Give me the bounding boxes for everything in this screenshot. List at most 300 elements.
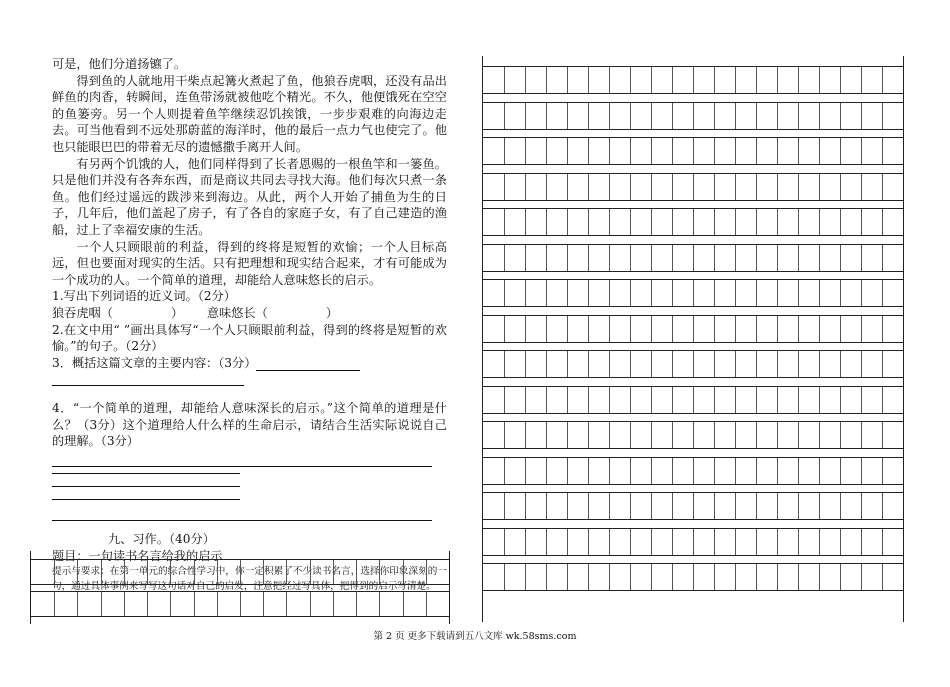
grid-cell[interactable]: [546, 280, 547, 306]
grid-cell[interactable]: [504, 103, 505, 129]
grid-cell[interactable]: [672, 422, 673, 448]
grid-cell[interactable]: [714, 280, 715, 306]
grid-cell[interactable]: [588, 138, 589, 164]
grid-cell[interactable]: [756, 245, 757, 271]
grid-cell[interactable]: [819, 422, 820, 448]
grid-cell[interactable]: [567, 422, 568, 448]
grid-cell[interactable]: [693, 564, 694, 590]
grid-cell[interactable]: [672, 387, 673, 413]
grid-cell[interactable]: [861, 316, 862, 342]
grid-cell[interactable]: [735, 493, 736, 519]
grid-cell[interactable]: [609, 245, 610, 271]
grid-cell[interactable]: [651, 280, 652, 306]
grid-cell[interactable]: [672, 564, 673, 590]
grid-cell[interactable]: [609, 209, 610, 235]
grid-cell[interactable]: [735, 458, 736, 484]
grid-cell[interactable]: [861, 458, 862, 484]
grid-cell[interactable]: [693, 245, 694, 271]
grid-cell[interactable]: [714, 209, 715, 235]
grid-cell[interactable]: [840, 564, 841, 590]
grid-cell[interactable]: [525, 387, 526, 413]
grid-cell[interactable]: [819, 209, 820, 235]
grid-cell[interactable]: [714, 564, 715, 590]
grid-cell[interactable]: [882, 351, 883, 377]
grid-cell[interactable]: [426, 592, 427, 616]
grid-cell[interactable]: [525, 351, 526, 377]
grid-cell[interactable]: [379, 560, 380, 584]
grid-cell[interactable]: [798, 245, 799, 271]
grid-cell[interactable]: [525, 245, 526, 271]
grid-cell[interactable]: [798, 174, 799, 200]
grid-cell[interactable]: [735, 103, 736, 129]
grid-cell[interactable]: [546, 564, 547, 590]
grid-cell[interactable]: [525, 174, 526, 200]
grid-cell[interactable]: [735, 422, 736, 448]
grid-cell[interactable]: [194, 592, 195, 616]
grid-cell[interactable]: [504, 138, 505, 164]
grid-cell[interactable]: [756, 529, 757, 555]
grid-cell[interactable]: [819, 280, 820, 306]
grid-cell[interactable]: [567, 351, 568, 377]
grid-cell[interactable]: [777, 564, 778, 590]
grid-cell[interactable]: [777, 529, 778, 555]
grid-cell[interactable]: [333, 592, 334, 616]
grid-cell[interactable]: [798, 529, 799, 555]
grid-cell[interactable]: [777, 209, 778, 235]
grid-cell[interactable]: [777, 174, 778, 200]
grid-cell[interactable]: [651, 458, 652, 484]
grid-cell[interactable]: [504, 174, 505, 200]
grid-cell[interactable]: [310, 592, 311, 616]
grid-cell[interactable]: [504, 564, 505, 590]
grid-cell[interactable]: [861, 422, 862, 448]
grid-cell[interactable]: [147, 592, 148, 616]
grid-cell[interactable]: [54, 560, 55, 584]
grid-cell[interactable]: [651, 422, 652, 448]
grid-cell[interactable]: [777, 422, 778, 448]
grid-cell[interactable]: [630, 387, 631, 413]
grid-cell[interactable]: [588, 174, 589, 200]
grid-cell[interactable]: [882, 245, 883, 271]
grid-cell[interactable]: [714, 422, 715, 448]
grid-cell[interactable]: [882, 138, 883, 164]
grid-cell[interactable]: [756, 67, 757, 93]
grid-cell[interactable]: [756, 316, 757, 342]
grid-cell[interactable]: [170, 560, 171, 584]
grid-cell[interactable]: [504, 493, 505, 519]
grid-cell[interactable]: [77, 560, 78, 584]
writing-grid-right[interactable]: [482, 56, 904, 622]
grid-cell[interactable]: [735, 529, 736, 555]
grid-cell[interactable]: [798, 387, 799, 413]
grid-cell[interactable]: [217, 592, 218, 616]
grid-cell[interactable]: [735, 174, 736, 200]
grid-cell[interactable]: [882, 493, 883, 519]
grid-cell[interactable]: [588, 316, 589, 342]
grid-cell[interactable]: [714, 67, 715, 93]
grid-cell[interactable]: [735, 280, 736, 306]
grid-cell[interactable]: [546, 209, 547, 235]
grid-cell[interactable]: [525, 316, 526, 342]
grid-cell[interactable]: [101, 560, 102, 584]
grid-cell[interactable]: [630, 422, 631, 448]
grid-cell[interactable]: [714, 174, 715, 200]
grid-cell[interactable]: [777, 387, 778, 413]
grid-cell[interactable]: [777, 351, 778, 377]
grid-cell[interactable]: [882, 422, 883, 448]
grid-cell[interactable]: [693, 209, 694, 235]
grid-cell[interactable]: [693, 458, 694, 484]
grid-cell[interactable]: [286, 592, 287, 616]
grid-cell[interactable]: [546, 67, 547, 93]
grid-cell[interactable]: [651, 316, 652, 342]
grid-cell[interactable]: [609, 387, 610, 413]
grid-cell[interactable]: [735, 67, 736, 93]
grid-cell[interactable]: [819, 564, 820, 590]
grid-cell[interactable]: [588, 67, 589, 93]
grid-cell[interactable]: [194, 560, 195, 584]
grid-cell[interactable]: [546, 529, 547, 555]
grid-cell[interactable]: [798, 209, 799, 235]
grid-cell[interactable]: [588, 280, 589, 306]
grid-cell[interactable]: [403, 592, 404, 616]
grid-cell[interactable]: [630, 280, 631, 306]
grid-cell[interactable]: [840, 351, 841, 377]
grid-cell[interactable]: [693, 280, 694, 306]
grid-cell[interactable]: [693, 67, 694, 93]
grid-cell[interactable]: [588, 458, 589, 484]
grid-cell[interactable]: [672, 493, 673, 519]
grid-cell[interactable]: [819, 174, 820, 200]
grid-cell[interactable]: [819, 351, 820, 377]
grid-cell[interactable]: [672, 209, 673, 235]
grid-cell[interactable]: [672, 138, 673, 164]
grid-cell[interactable]: [672, 103, 673, 129]
grid-cell[interactable]: [609, 422, 610, 448]
grid-cell[interactable]: [882, 387, 883, 413]
grid-cell[interactable]: [714, 245, 715, 271]
grid-cell[interactable]: [525, 422, 526, 448]
grid-cell[interactable]: [525, 564, 526, 590]
grid-cell[interactable]: [147, 560, 148, 584]
grid-cell[interactable]: [504, 422, 505, 448]
grid-cell[interactable]: [240, 592, 241, 616]
grid-cell[interactable]: [651, 493, 652, 519]
grid-cell[interactable]: [77, 592, 78, 616]
grid-cell[interactable]: [504, 529, 505, 555]
grid-cell[interactable]: [651, 564, 652, 590]
grid-cell[interactable]: [567, 529, 568, 555]
grid-cell[interactable]: [735, 245, 736, 271]
grid-cell[interactable]: [609, 174, 610, 200]
grid-cell[interactable]: [504, 316, 505, 342]
grid-cell[interactable]: [777, 280, 778, 306]
grid-cell[interactable]: [403, 560, 404, 584]
grid-cell[interactable]: [672, 174, 673, 200]
grid-cell[interactable]: [861, 387, 862, 413]
grid-cell[interactable]: [546, 103, 547, 129]
grid-cell[interactable]: [630, 458, 631, 484]
grid-cell[interactable]: [101, 592, 102, 616]
answer-line-q3[interactable]: [256, 358, 360, 371]
grid-cell[interactable]: [756, 138, 757, 164]
grid-cell[interactable]: [263, 592, 264, 616]
grid-cell[interactable]: [819, 67, 820, 93]
grid-cell[interactable]: [546, 493, 547, 519]
grid-cell[interactable]: [630, 209, 631, 235]
grid-cell[interactable]: [819, 387, 820, 413]
grid-cell[interactable]: [777, 245, 778, 271]
grid-cell[interactable]: [240, 560, 241, 584]
grid-cell[interactable]: [735, 351, 736, 377]
grid-cell[interactable]: [588, 387, 589, 413]
grid-cell[interactable]: [504, 351, 505, 377]
grid-cell[interactable]: [525, 280, 526, 306]
grid-cell[interactable]: [651, 67, 652, 93]
grid-cell[interactable]: [651, 138, 652, 164]
grid-cell[interactable]: [777, 67, 778, 93]
grid-cell[interactable]: [609, 564, 610, 590]
grid-cell[interactable]: [567, 316, 568, 342]
grid-cell[interactable]: [840, 174, 841, 200]
grid-cell[interactable]: [798, 316, 799, 342]
grid-cell[interactable]: [756, 458, 757, 484]
grid-cell[interactable]: [630, 529, 631, 555]
grid-cell[interactable]: [525, 529, 526, 555]
grid-cell[interactable]: [714, 493, 715, 519]
grid-cell[interactable]: [819, 529, 820, 555]
grid-cell[interactable]: [840, 67, 841, 93]
grid-cell[interactable]: [756, 280, 757, 306]
grid-cell[interactable]: [861, 351, 862, 377]
grid-cell[interactable]: [546, 174, 547, 200]
grid-cell[interactable]: [630, 493, 631, 519]
grid-cell[interactable]: [714, 316, 715, 342]
grid-cell[interactable]: [777, 103, 778, 129]
grid-cell[interactable]: [819, 458, 820, 484]
grid-cell[interactable]: [756, 422, 757, 448]
grid-cell[interactable]: [798, 458, 799, 484]
grid-cell[interactable]: [546, 458, 547, 484]
grid-cell[interactable]: [693, 174, 694, 200]
grid-cell[interactable]: [310, 560, 311, 584]
grid-cell[interactable]: [861, 280, 862, 306]
grid-cell[interactable]: [840, 422, 841, 448]
grid-cell[interactable]: [630, 245, 631, 271]
grid-cell[interactable]: [504, 280, 505, 306]
grid-cell[interactable]: [672, 529, 673, 555]
grid-cell[interactable]: [693, 493, 694, 519]
grid-cell[interactable]: [609, 138, 610, 164]
grid-cell[interactable]: [504, 245, 505, 271]
grid-cell[interactable]: [588, 493, 589, 519]
grid-cell[interactable]: [882, 529, 883, 555]
grid-cell[interactable]: [651, 351, 652, 377]
grid-cell[interactable]: [840, 529, 841, 555]
grid-cell[interactable]: [693, 138, 694, 164]
grid-cell[interactable]: [735, 209, 736, 235]
grid-cell[interactable]: [756, 351, 757, 377]
grid-cell[interactable]: [882, 174, 883, 200]
grid-cell[interactable]: [609, 351, 610, 377]
grid-cell[interactable]: [54, 592, 55, 616]
grid-cell[interactable]: [567, 67, 568, 93]
grid-cell[interactable]: [525, 103, 526, 129]
grid-cell[interactable]: [567, 564, 568, 590]
grid-cell[interactable]: [882, 209, 883, 235]
grid-cell[interactable]: [567, 458, 568, 484]
grid-cell[interactable]: [588, 564, 589, 590]
grid-cell[interactable]: [714, 529, 715, 555]
grid-cell[interactable]: [525, 209, 526, 235]
grid-cell[interactable]: [525, 138, 526, 164]
grid-cell[interactable]: [798, 564, 799, 590]
grid-cell[interactable]: [861, 103, 862, 129]
grid-cell[interactable]: [124, 592, 125, 616]
grid-cell[interactable]: [567, 280, 568, 306]
grid-cell[interactable]: [651, 387, 652, 413]
grid-cell[interactable]: [630, 564, 631, 590]
grid-cell[interactable]: [882, 67, 883, 93]
grid-cell[interactable]: [546, 422, 547, 448]
grid-cell[interactable]: [882, 103, 883, 129]
grid-cell[interactable]: [756, 387, 757, 413]
grid-cell[interactable]: [588, 209, 589, 235]
grid-cell[interactable]: [819, 103, 820, 129]
grid-cell[interactable]: [882, 316, 883, 342]
grid-cell[interactable]: [170, 592, 171, 616]
grid-cell[interactable]: [798, 422, 799, 448]
grid-cell[interactable]: [777, 493, 778, 519]
grid-cell[interactable]: [672, 280, 673, 306]
grid-cell[interactable]: [756, 174, 757, 200]
grid-cell[interactable]: [798, 138, 799, 164]
grid-cell[interactable]: [651, 103, 652, 129]
grid-cell[interactable]: [672, 351, 673, 377]
grid-cell[interactable]: [840, 103, 841, 129]
grid-cell[interactable]: [882, 280, 883, 306]
grid-cell[interactable]: [651, 529, 652, 555]
grid-cell[interactable]: [861, 493, 862, 519]
grid-cell[interactable]: [756, 493, 757, 519]
grid-cell[interactable]: [630, 316, 631, 342]
grid-cell[interactable]: [651, 209, 652, 235]
grid-cell[interactable]: [756, 103, 757, 129]
grid-cell[interactable]: [504, 67, 505, 93]
grid-cell[interactable]: [777, 458, 778, 484]
grid-cell[interactable]: [124, 560, 125, 584]
grid-cell[interactable]: [798, 351, 799, 377]
grid-cell[interactable]: [714, 387, 715, 413]
grid-cell[interactable]: [546, 351, 547, 377]
grid-cell[interactable]: [672, 245, 673, 271]
grid-cell[interactable]: [609, 316, 610, 342]
grid-cell[interactable]: [882, 458, 883, 484]
grid-cell[interactable]: [735, 316, 736, 342]
grid-cell[interactable]: [714, 458, 715, 484]
grid-cell[interactable]: [379, 592, 380, 616]
grid-cell[interactable]: [819, 316, 820, 342]
grid-cell[interactable]: [567, 103, 568, 129]
grid-cell[interactable]: [693, 387, 694, 413]
grid-cell[interactable]: [735, 564, 736, 590]
grid-cell[interactable]: [819, 245, 820, 271]
grid-cell[interactable]: [567, 493, 568, 519]
grid-cell[interactable]: [840, 458, 841, 484]
grid-cell[interactable]: [756, 564, 757, 590]
grid-cell[interactable]: [798, 280, 799, 306]
grid-cell[interactable]: [630, 103, 631, 129]
grid-cell[interactable]: [840, 387, 841, 413]
grid-cell[interactable]: [651, 174, 652, 200]
grid-cell[interactable]: [567, 245, 568, 271]
grid-cell[interactable]: [672, 316, 673, 342]
grid-cell[interactable]: [263, 560, 264, 584]
grid-cell[interactable]: [840, 138, 841, 164]
grid-cell[interactable]: [333, 560, 334, 584]
grid-cell[interactable]: [546, 316, 547, 342]
grid-cell[interactable]: [504, 458, 505, 484]
grid-cell[interactable]: [504, 387, 505, 413]
grid-cell[interactable]: [567, 387, 568, 413]
writing-grid-left[interactable]: [30, 551, 450, 624]
grid-cell[interactable]: [819, 493, 820, 519]
grid-cell[interactable]: [714, 103, 715, 129]
grid-cell[interactable]: [567, 174, 568, 200]
grid-cell[interactable]: [798, 103, 799, 129]
grid-cell[interactable]: [777, 138, 778, 164]
grid-cell[interactable]: [609, 529, 610, 555]
grid-cell[interactable]: [714, 351, 715, 377]
grid-cell[interactable]: [693, 422, 694, 448]
grid-cell[interactable]: [693, 529, 694, 555]
grid-cell[interactable]: [588, 422, 589, 448]
grid-cell[interactable]: [546, 387, 547, 413]
grid-cell[interactable]: [672, 67, 673, 93]
grid-cell[interactable]: [861, 529, 862, 555]
grid-cell[interactable]: [861, 67, 862, 93]
grid-cell[interactable]: [525, 493, 526, 519]
grid-cell[interactable]: [630, 174, 631, 200]
grid-cell[interactable]: [651, 245, 652, 271]
grid-cell[interactable]: [672, 458, 673, 484]
grid-cell[interactable]: [504, 209, 505, 235]
grid-cell[interactable]: [735, 387, 736, 413]
grid-cell[interactable]: [546, 245, 547, 271]
grid-cell[interactable]: [861, 174, 862, 200]
grid-cell[interactable]: [861, 564, 862, 590]
grid-cell[interactable]: [777, 316, 778, 342]
grid-cell[interactable]: [609, 458, 610, 484]
grid-cell[interactable]: [525, 67, 526, 93]
grid-cell[interactable]: [630, 351, 631, 377]
grid-cell[interactable]: [356, 592, 357, 616]
grid-cell[interactable]: [609, 280, 610, 306]
grid-cell[interactable]: [588, 351, 589, 377]
grid-cell[interactable]: [735, 138, 736, 164]
grid-cell[interactable]: [798, 67, 799, 93]
grid-cell[interactable]: [798, 493, 799, 519]
grid-cell[interactable]: [861, 209, 862, 235]
grid-cell[interactable]: [819, 138, 820, 164]
grid-cell[interactable]: [756, 209, 757, 235]
grid-cell[interactable]: [567, 138, 568, 164]
grid-cell[interactable]: [882, 564, 883, 590]
grid-cell[interactable]: [609, 67, 610, 93]
grid-cell[interactable]: [714, 138, 715, 164]
grid-cell[interactable]: [588, 529, 589, 555]
grid-cell[interactable]: [693, 103, 694, 129]
